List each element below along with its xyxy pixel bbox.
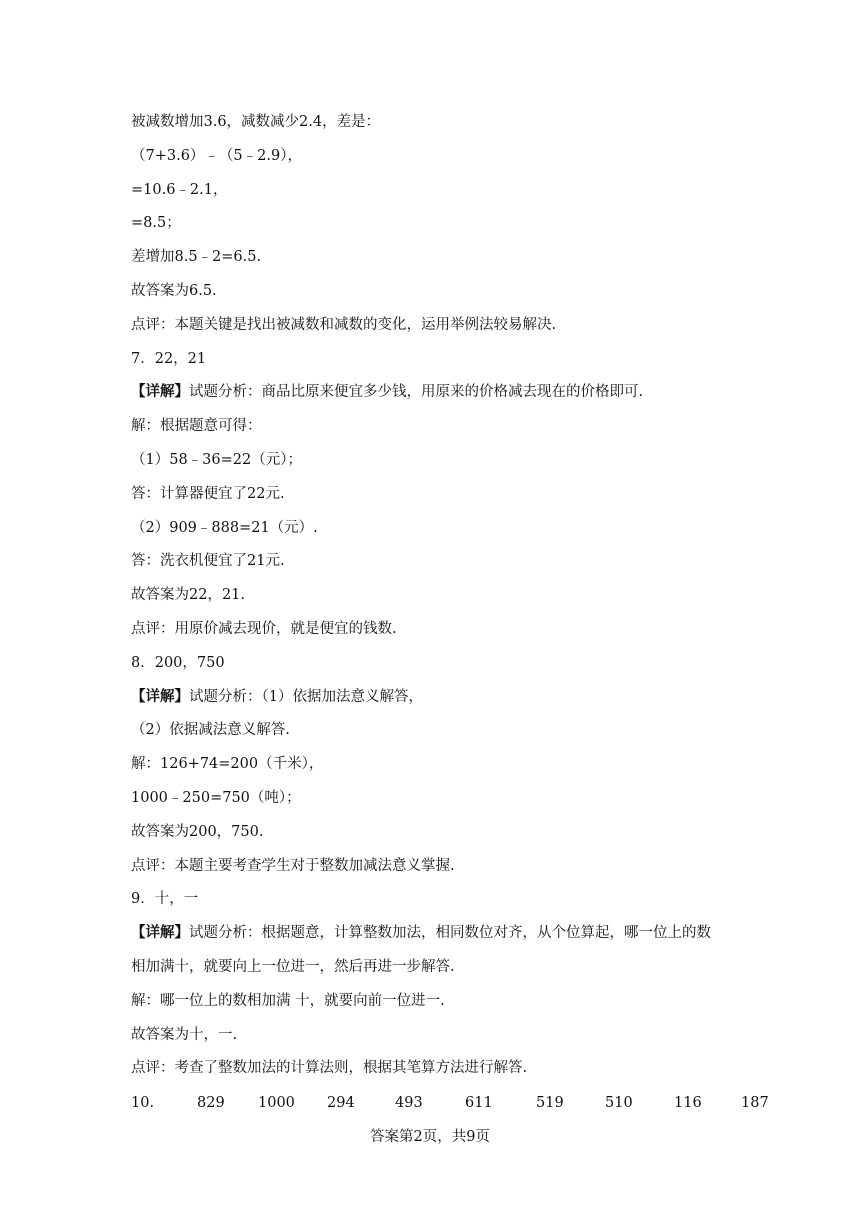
text-line: （2）909﹣888=21（元）. xyxy=(131,519,318,536)
text-line: =10.6﹣2.1， xyxy=(131,181,228,198)
q10-value: 116 xyxy=(674,1095,702,1111)
text-line: 解：126+74=200（千米）， xyxy=(131,756,324,773)
q10-value: 510 xyxy=(605,1095,633,1111)
text-line: 1000﹣250=750（吨）； xyxy=(131,790,301,806)
detail-tag: 【详解】 xyxy=(131,924,189,942)
text-line: 点评：本题主要考查学生对于整数加减法意义掌握. xyxy=(131,857,455,874)
text-line: 故答案为22，21. xyxy=(131,587,246,604)
detail-text: 试题分析：根据题意，计算整数加法，相同数位对齐，从个位算起，哪一位上的数 xyxy=(189,925,711,942)
q10-value: 294 xyxy=(327,1095,355,1111)
text-line: 答：洗衣机便宜了21元. xyxy=(131,553,285,570)
text-line: 点评：考查了整数加法的计算法则，根据其笔算方法进行解答. xyxy=(131,1060,528,1077)
text-line: 故答案为十，一. xyxy=(131,1026,238,1043)
text-line: 解：哪一位上的数相加满 十，就要向前一位进一. xyxy=(131,992,445,1009)
text-line: （1）58﹣36=22（元）； xyxy=(131,452,302,468)
page-footer: 答案第2页，共9页 xyxy=(370,1129,490,1145)
q10-value: 1000 xyxy=(258,1095,295,1111)
detail-text: 试题分析：（1）依据加法意义解答， xyxy=(189,688,423,705)
text-line: 故答案为6.5. xyxy=(131,283,217,299)
text-line: 答：计算器便宜了22元. xyxy=(131,485,285,502)
detail-line xyxy=(131,923,711,943)
text-line: 解：根据题意可得： xyxy=(131,418,262,435)
detail-line xyxy=(131,382,643,402)
text-line: （2）依据减法意义解答. xyxy=(131,722,290,739)
detail-line xyxy=(131,687,423,707)
q10-label: 10. xyxy=(131,1095,155,1111)
q10-value: 611 xyxy=(465,1095,493,1111)
q10-value: 493 xyxy=(395,1095,423,1111)
detail-tag: 【详解】 xyxy=(131,383,189,401)
q10-value: 187 xyxy=(741,1095,769,1111)
text-line: 点评：用原价减去现价，就是便宜的钱数. xyxy=(131,621,397,637)
text-line: 被减数增加3.6，减数减少2.4，差是： xyxy=(131,114,381,130)
question-answer-8: 8．200，750 xyxy=(131,654,225,671)
text-line: 差增加8.5﹣2=6.5. xyxy=(131,249,262,266)
q10-value: 829 xyxy=(197,1095,225,1111)
text-line: （7+3.6）﹣（5﹣2.9）， xyxy=(131,147,302,164)
q10-value: 519 xyxy=(536,1095,564,1111)
text-line: 故答案为200，750. xyxy=(131,823,264,840)
text-line: =8.5； xyxy=(131,215,181,232)
question-answer-7: 7．22，21 xyxy=(131,350,207,367)
text-line: 点评：本题关键是找出被减数和减数的变化，运用举例法较易解决. xyxy=(131,316,557,333)
detail-text: 试题分析：商品比原来便宜多少钱，用原来的价格减去现在的价格即可. xyxy=(189,384,644,401)
detail-tag: 【详解】 xyxy=(131,687,189,705)
text-line: 相加满十，就要向上一位进一，然后再进一步解答. xyxy=(131,959,455,975)
question-answer-9: 9．十，一 xyxy=(131,891,199,908)
